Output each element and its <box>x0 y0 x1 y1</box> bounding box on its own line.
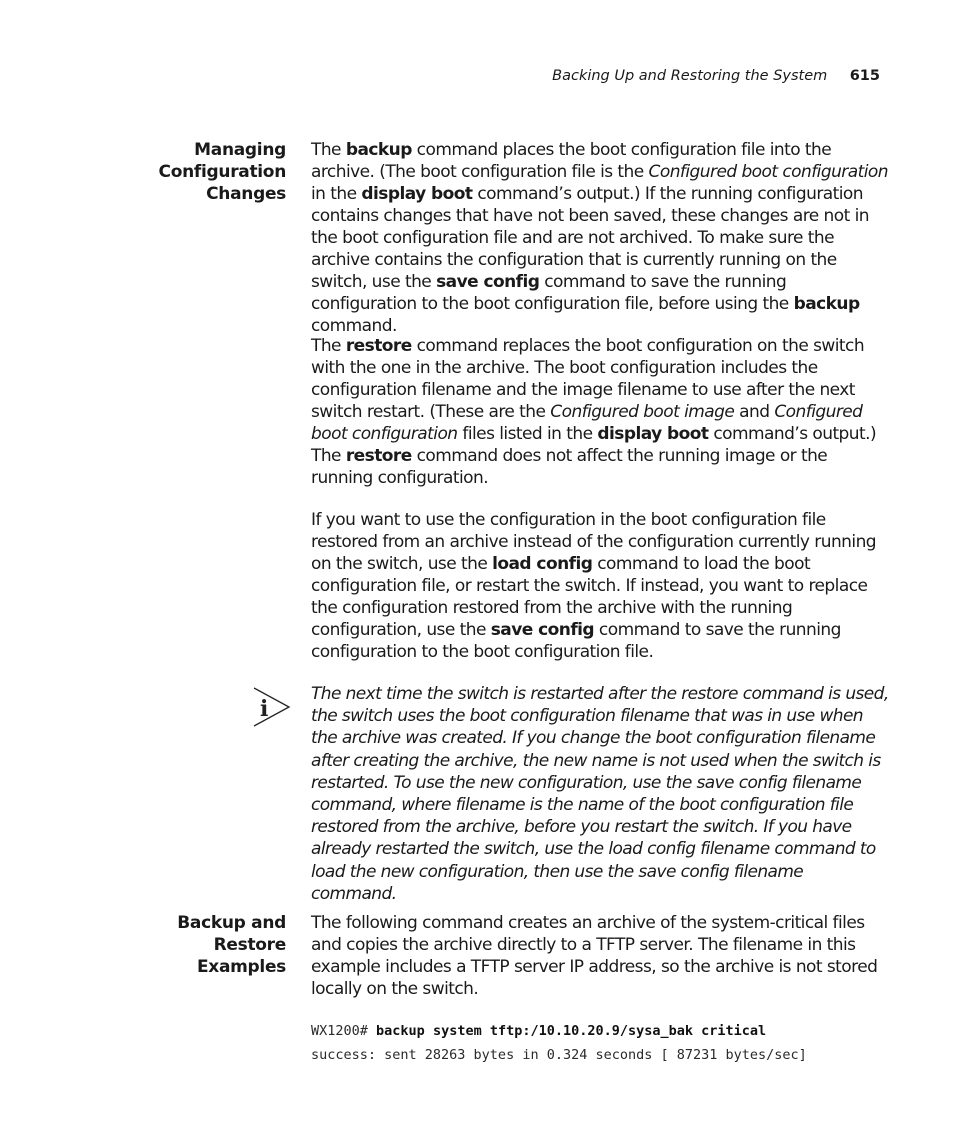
text-run: command places the boot configuration file into the archive. (The boot configuration file is the <box>311 140 832 182</box>
bold-term: backup <box>345 140 412 160</box>
info-icon <box>252 686 292 728</box>
text-run: The following command creates an archive of the system-critical files and copies the archive directly to a TFTP server. The filename in this example includes a TFTP server IP address, so the archive is not stored locally on the switch. <box>311 913 878 999</box>
heading-line: Managing <box>194 140 286 160</box>
bold-term: load config <box>492 554 593 574</box>
text-run: If you want to use the configuration in the boot configuration file restored from an archive instead of the configuration currently running on the switch, use the <box>311 510 877 574</box>
running-header-title: Backing Up and Restoring the System <box>552 68 828 84</box>
code-output-line: success: sent 28263 bytes in 0.324 seconds [ 87231 bytes/sec] <box>311 1047 807 1063</box>
text-run: command to save the running configuration to the boot configuration file. <box>311 620 841 662</box>
bold-term: restore <box>345 446 412 466</box>
bold-term: backup <box>793 294 860 314</box>
paragraph-load-config <box>311 509 891 663</box>
text-run: command’s output.) The <box>311 424 877 466</box>
heading-line: Examples <box>196 957 286 977</box>
text-run: files listed in the <box>457 424 598 444</box>
paragraph-backup-example <box>311 912 891 1000</box>
text-run: in the <box>311 184 362 204</box>
text-run: command to load the boot configuration file, or restart the switch. If instead, you want to replace the configuration restored from the archive with the running configuration, use the <box>311 554 868 640</box>
heading-line: Changes <box>206 184 286 204</box>
bold-term: save config <box>490 620 595 640</box>
text-run: command’s output.) If the running configuration contains changes that have not been saved, these changes are not in the boot configuration file and are not archived. To make sure the archive contains the configuration that is currently running on the switch, use the <box>311 184 869 292</box>
text-run: command. <box>311 316 397 336</box>
code-command: backup system tftp:/10.10.20.9/sysa_bak critical <box>376 1023 767 1039</box>
note-text: The next time the switch is restarted after the restore command is used, the switch uses the boot configuration filename that was in use when the archive was created. If you change the boot configuration filename after creating the archive, the new name is not used when the switch is restarted. To use the new configuration, use the save config filename command, where filename is the name of the boot configuration file restored from the archive, before you restart the switch. If you have already restarted the switch, use the load config filename command to load the new configuration, then use the save config filename command. <box>311 684 889 904</box>
text-run: command does not affect the running image or the running configuration. <box>311 446 828 488</box>
text-run: command replaces the boot configuration on the switch with the one in the archive. The boot configuration includes the configuration filename and the image filename to use after the next switch restart. (These are the <box>311 336 865 422</box>
running-header <box>552 66 880 86</box>
page-number: 615 <box>849 68 880 84</box>
text-run: The <box>311 336 346 356</box>
bold-term: save config <box>436 272 540 292</box>
text-run: and <box>734 402 775 422</box>
text-run: The <box>311 140 346 160</box>
italic-term: Configured boot configuration <box>311 402 863 444</box>
section-heading-managing-configuration-changes <box>100 139 286 205</box>
svg-text:i: i <box>260 696 269 722</box>
heading-line: Backup and Restore <box>177 913 286 955</box>
bold-term: display boot <box>597 424 709 444</box>
paragraph-restore-command <box>311 335 891 489</box>
code-prompt: WX1200# <box>311 1023 368 1039</box>
italic-term: Configured boot configuration <box>648 162 888 182</box>
italic-term: Configured boot image <box>550 402 735 422</box>
section-heading-backup-restore-examples <box>100 912 286 978</box>
paragraph-backup-command <box>311 139 891 337</box>
bold-term: display boot <box>361 184 473 204</box>
heading-line: Configuration <box>158 162 286 182</box>
code-command-line <box>311 1022 766 1040</box>
text-run: command to save the running configuration to the boot configuration file, before using the <box>311 272 794 314</box>
bold-term: restore <box>345 336 412 356</box>
